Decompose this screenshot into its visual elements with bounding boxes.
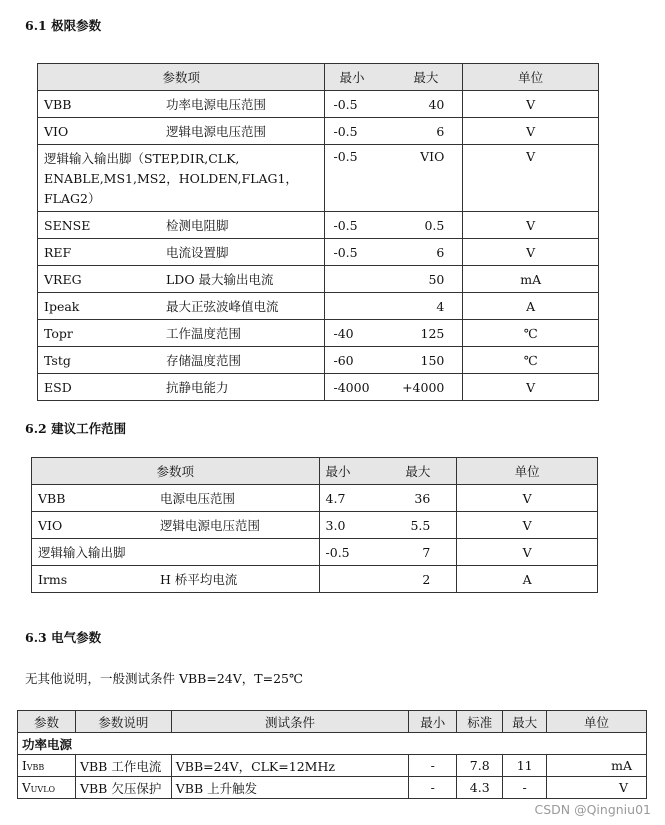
param-symbol: VBB: [44, 97, 72, 112]
max-value: 4: [436, 298, 445, 314]
param-desc: 电源电压范围: [160, 491, 236, 506]
header-param: 参数: [18, 711, 76, 733]
param-desc: H 桥平均电流: [160, 572, 238, 587]
unit-value: V: [547, 777, 647, 799]
unit-value: mA: [547, 755, 647, 777]
param-symbol: Irms: [38, 572, 68, 587]
param-desc: VBB 工作电流: [75, 755, 171, 777]
section-6-2-title: 6.2 建议工作范围: [25, 421, 127, 436]
min-value: -0.5: [333, 123, 358, 139]
symbol-subscript: VBB: [26, 762, 45, 772]
symbol-main: I: [22, 758, 27, 773]
table-row: [38, 320, 599, 347]
unit-value: V: [457, 539, 598, 566]
header-max: 最大: [503, 711, 547, 733]
min-value: 4.7: [325, 490, 346, 506]
param-desc: 工作温度范围: [166, 326, 242, 341]
param-desc: 抗静电能力: [166, 380, 229, 395]
unit-value: V: [463, 239, 599, 266]
unit-value: V: [463, 212, 599, 239]
param-symbol: Ipeak: [44, 299, 80, 314]
table-row: [18, 755, 647, 777]
param-desc: 检测电阻脚: [166, 218, 229, 233]
typ-value: 4.3: [457, 777, 503, 799]
header-max: 最大: [405, 464, 431, 479]
param-symbol: VIO: [38, 518, 63, 533]
unit-value: mA: [463, 266, 599, 293]
max-value: VIO: [420, 149, 445, 164]
unit-value: V: [463, 145, 599, 212]
min-value: -0.5: [333, 244, 358, 260]
header-cond: 测试条件: [171, 711, 409, 733]
min-value: -: [409, 777, 457, 799]
max-value: -: [503, 777, 547, 799]
param-symbol: Topr: [44, 326, 73, 341]
header-typ: 标准: [457, 711, 503, 733]
header-unit: 单位: [463, 64, 599, 91]
min-value: -0.5: [333, 217, 358, 233]
min-value: -0.5: [333, 96, 358, 112]
param-desc: 存储温度范围: [166, 353, 242, 368]
param-symbol: VBB: [38, 491, 66, 506]
table-row: [38, 266, 599, 293]
header-desc: 参数说明: [75, 711, 171, 733]
recommended-operating-table: [31, 457, 598, 593]
table-row: [38, 293, 599, 320]
header-unit: 单位: [547, 711, 647, 733]
table-header-row: [18, 711, 647, 733]
unit-value: A: [457, 566, 598, 593]
param-symbol: Tstg: [44, 353, 71, 368]
header-param: 参数项: [32, 458, 320, 485]
table-header-row: [32, 458, 598, 485]
min-value: 3.0: [325, 517, 346, 533]
param-desc: 功率电源电压范围: [166, 97, 267, 112]
max-value: 0.5: [424, 217, 445, 233]
max-value: 6: [436, 244, 445, 260]
min-value: -: [409, 755, 457, 777]
param-symbol: [18, 755, 76, 777]
symbol-subscript: UVLO: [30, 784, 56, 794]
header-min: 最小: [325, 464, 351, 479]
param-desc: 最大正弦波峰值电流: [166, 299, 279, 314]
min-value: -0.5: [333, 149, 358, 164]
watermark: CSDN @Qingniu01: [534, 802, 651, 817]
max-value: 40: [428, 96, 445, 112]
section-6-1-title: 6.1 极限参数: [25, 18, 102, 33]
section-row: [18, 733, 647, 755]
unit-value: V: [463, 91, 599, 118]
unit-value: ℃: [463, 347, 599, 374]
test-condition: VBB 上升触发: [171, 777, 409, 799]
max-value: 6: [436, 123, 445, 139]
symbol-main: V: [22, 780, 31, 795]
header-max: 最大: [413, 70, 439, 85]
param-symbol: 逻辑输入输出脚: [38, 545, 126, 560]
electrical-parameters-table: [17, 710, 647, 799]
param-symbol-line2: ENABLE,MS1,MS2，HOLDEN,FLAG1，: [44, 171, 298, 186]
table-row: [38, 212, 599, 239]
param-symbol-line3: FLAG2）: [44, 191, 101, 206]
min-value: -0.5: [325, 544, 350, 560]
param-desc: VBB 欠压保护: [75, 777, 171, 799]
max-value: +4000: [402, 379, 445, 395]
param-desc: 电流设置脚: [166, 245, 229, 260]
max-value: 50: [428, 271, 445, 287]
param-symbol: VIO: [44, 124, 69, 139]
test-condition: VBB=24V，CLK=12MHz: [171, 755, 409, 777]
table-row: [38, 374, 599, 401]
table-row: [38, 91, 599, 118]
min-value: -60: [333, 352, 354, 368]
param-symbol: ESD: [44, 380, 72, 395]
unit-value: A: [463, 293, 599, 320]
table-row: [18, 777, 647, 799]
test-condition-note: 无其他说明，一般测试条件 VBB=24V，T=25℃: [25, 671, 303, 686]
header-param: 参数项: [38, 64, 325, 91]
min-value: -40: [333, 325, 354, 341]
unit-value: V: [463, 374, 599, 401]
header-min-max: [325, 64, 463, 91]
param-desc: 逻辑电源电压范围: [160, 518, 261, 533]
header-min-max: [319, 458, 457, 485]
unit-value: V: [457, 485, 598, 512]
typ-value: 7.8: [457, 755, 503, 777]
table-row: [32, 512, 598, 539]
unit-value: ℃: [463, 320, 599, 347]
table-header-row: [38, 64, 599, 91]
section-label: 功率电源: [18, 733, 647, 755]
max-value: 36: [414, 490, 431, 506]
header-min: 最小: [339, 70, 365, 85]
param-desc: 逻辑电源电压范围: [166, 124, 267, 139]
unit-value: V: [457, 512, 598, 539]
table-row: [38, 145, 599, 212]
unit-value: V: [463, 118, 599, 145]
param-symbol: VREG: [44, 272, 82, 287]
header-unit: 单位: [457, 458, 598, 485]
max-value: 2: [422, 571, 431, 587]
table-row: [32, 539, 598, 566]
param-symbol: SENSE: [44, 218, 91, 233]
header-min: 最小: [409, 711, 457, 733]
max-value: 125: [420, 325, 445, 341]
max-value: 5.5: [410, 517, 431, 533]
param-symbol: [18, 777, 76, 799]
table-row: [38, 118, 599, 145]
table-row: [38, 239, 599, 266]
table-row: [32, 485, 598, 512]
min-value: -4000: [333, 379, 370, 395]
param-symbol: 逻辑输入输出脚（STEP,DIR,CLK,: [44, 151, 240, 166]
max-value: 11: [503, 755, 547, 777]
max-value: 7: [422, 544, 431, 560]
section-6-3-title: 6.3 电气参数: [25, 630, 102, 645]
absolute-max-ratings-table: [37, 63, 599, 401]
table-row: [32, 566, 598, 593]
max-value: 150: [420, 352, 445, 368]
param-desc: LDO 最大输出电流: [166, 272, 274, 287]
param-symbol: REF: [44, 245, 72, 260]
table-row: [38, 347, 599, 374]
